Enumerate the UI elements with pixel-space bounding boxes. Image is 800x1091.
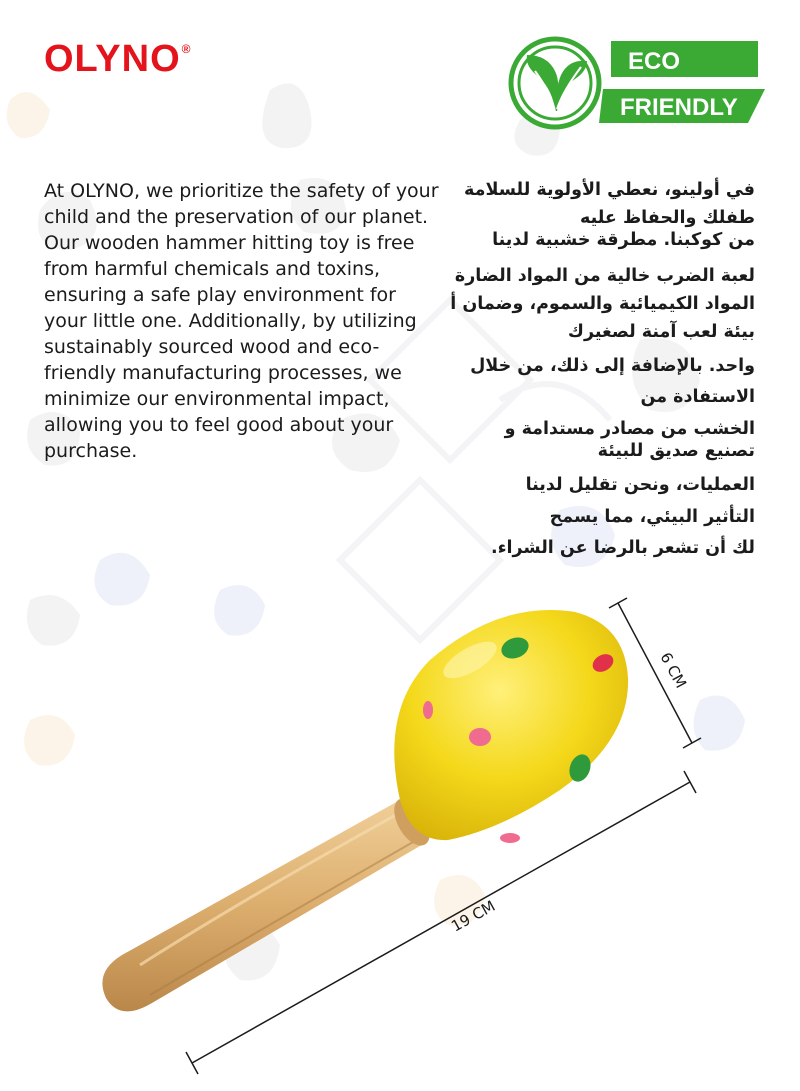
arabic-line: لعبة الضرب خالية من المواد الضارة xyxy=(454,266,755,286)
arabic-line: في أولينو، نعطي الأولوية للسلامة xyxy=(464,180,755,200)
eco-friendly-badge xyxy=(503,33,765,133)
maraca-handle xyxy=(102,792,437,1011)
maraca-illustration xyxy=(0,580,800,1091)
maraca-ball xyxy=(394,610,628,843)
arabic-line: واحد. بالإضافة إلى ذلك، من خلال xyxy=(470,356,755,376)
arabic-line: تصنيع صديق للبيئة xyxy=(597,441,755,461)
arabic-line: الاستفادة من xyxy=(640,387,755,407)
length-label: 19 CM xyxy=(448,896,499,936)
brand-logo xyxy=(44,38,191,81)
arabic-line: التأثير البيئي، مما يسمح xyxy=(549,507,755,527)
badge-line2: FRIENDLY xyxy=(620,94,738,121)
arabic-line: لك أن تشعر بالرضا عن الشراء. xyxy=(490,538,755,558)
width-label: 6 CM xyxy=(656,649,691,692)
arabic-line: طفلك والحفاظ عليه xyxy=(580,208,755,228)
arabic-line: بيئة لعب آمنة لصغيرك xyxy=(567,322,755,342)
arabic-line: العمليات، ونحن تقليل لدينا xyxy=(525,475,755,495)
arabic-line: الخشب من مصادر مستدامة و xyxy=(504,419,755,439)
description-english: At OLYNO, we prioritize the safety of your child and the preservation of our planet. Our wooden hammer hitting toy is free from harmful chemicals and toxins, ensuring a safe play environment for your little one. Additionally, by utilizing sustainably sourced wood and eco-friendly manufacturing processes, we minimize our environmental impact, allowing you to feel good about your purchase. xyxy=(44,180,439,462)
registered-mark: ® xyxy=(181,42,192,56)
arabic-line: المواد الكيميائية والسموم، وضمان أ xyxy=(450,294,755,314)
badge-line1: ECO xyxy=(628,48,681,75)
arabic-line: من كوكبنا. مطرقة خشبية لدينا xyxy=(492,230,755,250)
brand-name: OLYNO xyxy=(44,38,181,80)
